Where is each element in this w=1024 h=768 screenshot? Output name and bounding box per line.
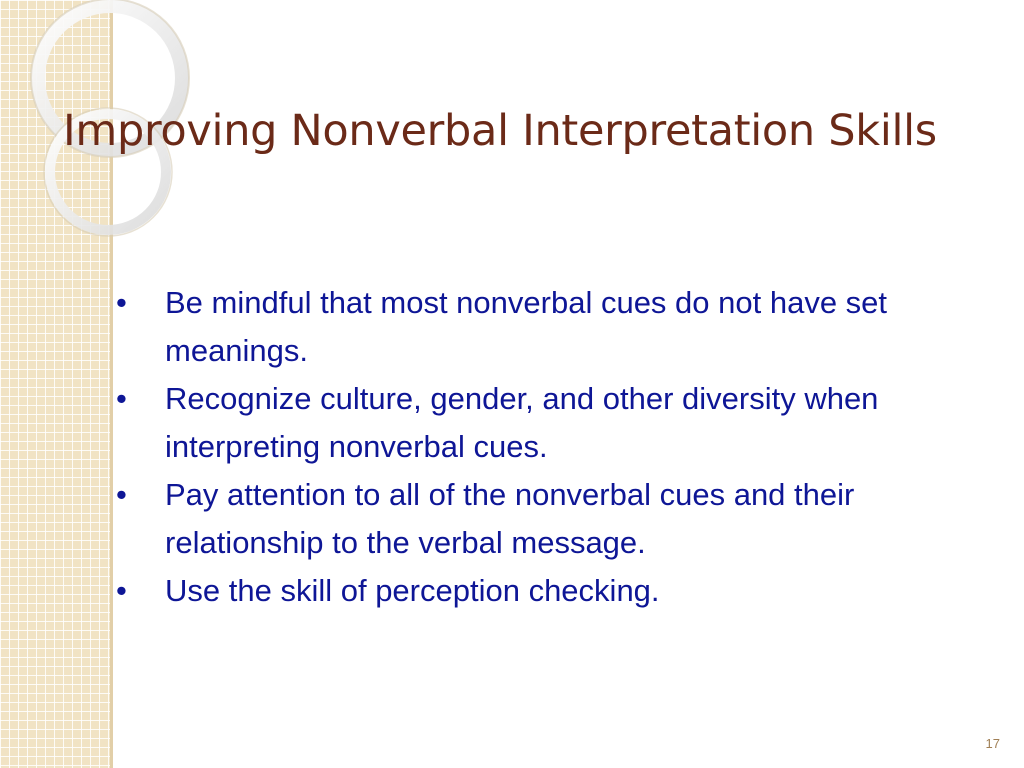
bullet-item bbox=[112, 279, 992, 375]
bullet-text: Be mindful that most nonverbal cues do not have set meanings. bbox=[165, 285, 888, 368]
page-number: 17 bbox=[985, 736, 1000, 751]
bullet-item bbox=[112, 567, 992, 615]
bullet-marker: • bbox=[116, 381, 127, 416]
bullet-text: Pay attention to all of the nonverbal cues and their relationship to the verbal message. bbox=[165, 477, 855, 560]
slide-title: Improving Nonverbal Interpretation Skills bbox=[63, 106, 937, 156]
bullet-list bbox=[112, 279, 992, 615]
bullet-marker: • bbox=[116, 477, 127, 512]
bullet-item bbox=[112, 375, 992, 471]
bullet-text: Recognize culture, gender, and other diversity when interpreting nonverbal cues. bbox=[165, 381, 879, 464]
bullet-item bbox=[112, 471, 992, 567]
bullet-marker: • bbox=[116, 573, 127, 608]
bullet-marker: • bbox=[116, 285, 127, 320]
bullet-text: Use the skill of perception checking. bbox=[165, 573, 660, 608]
